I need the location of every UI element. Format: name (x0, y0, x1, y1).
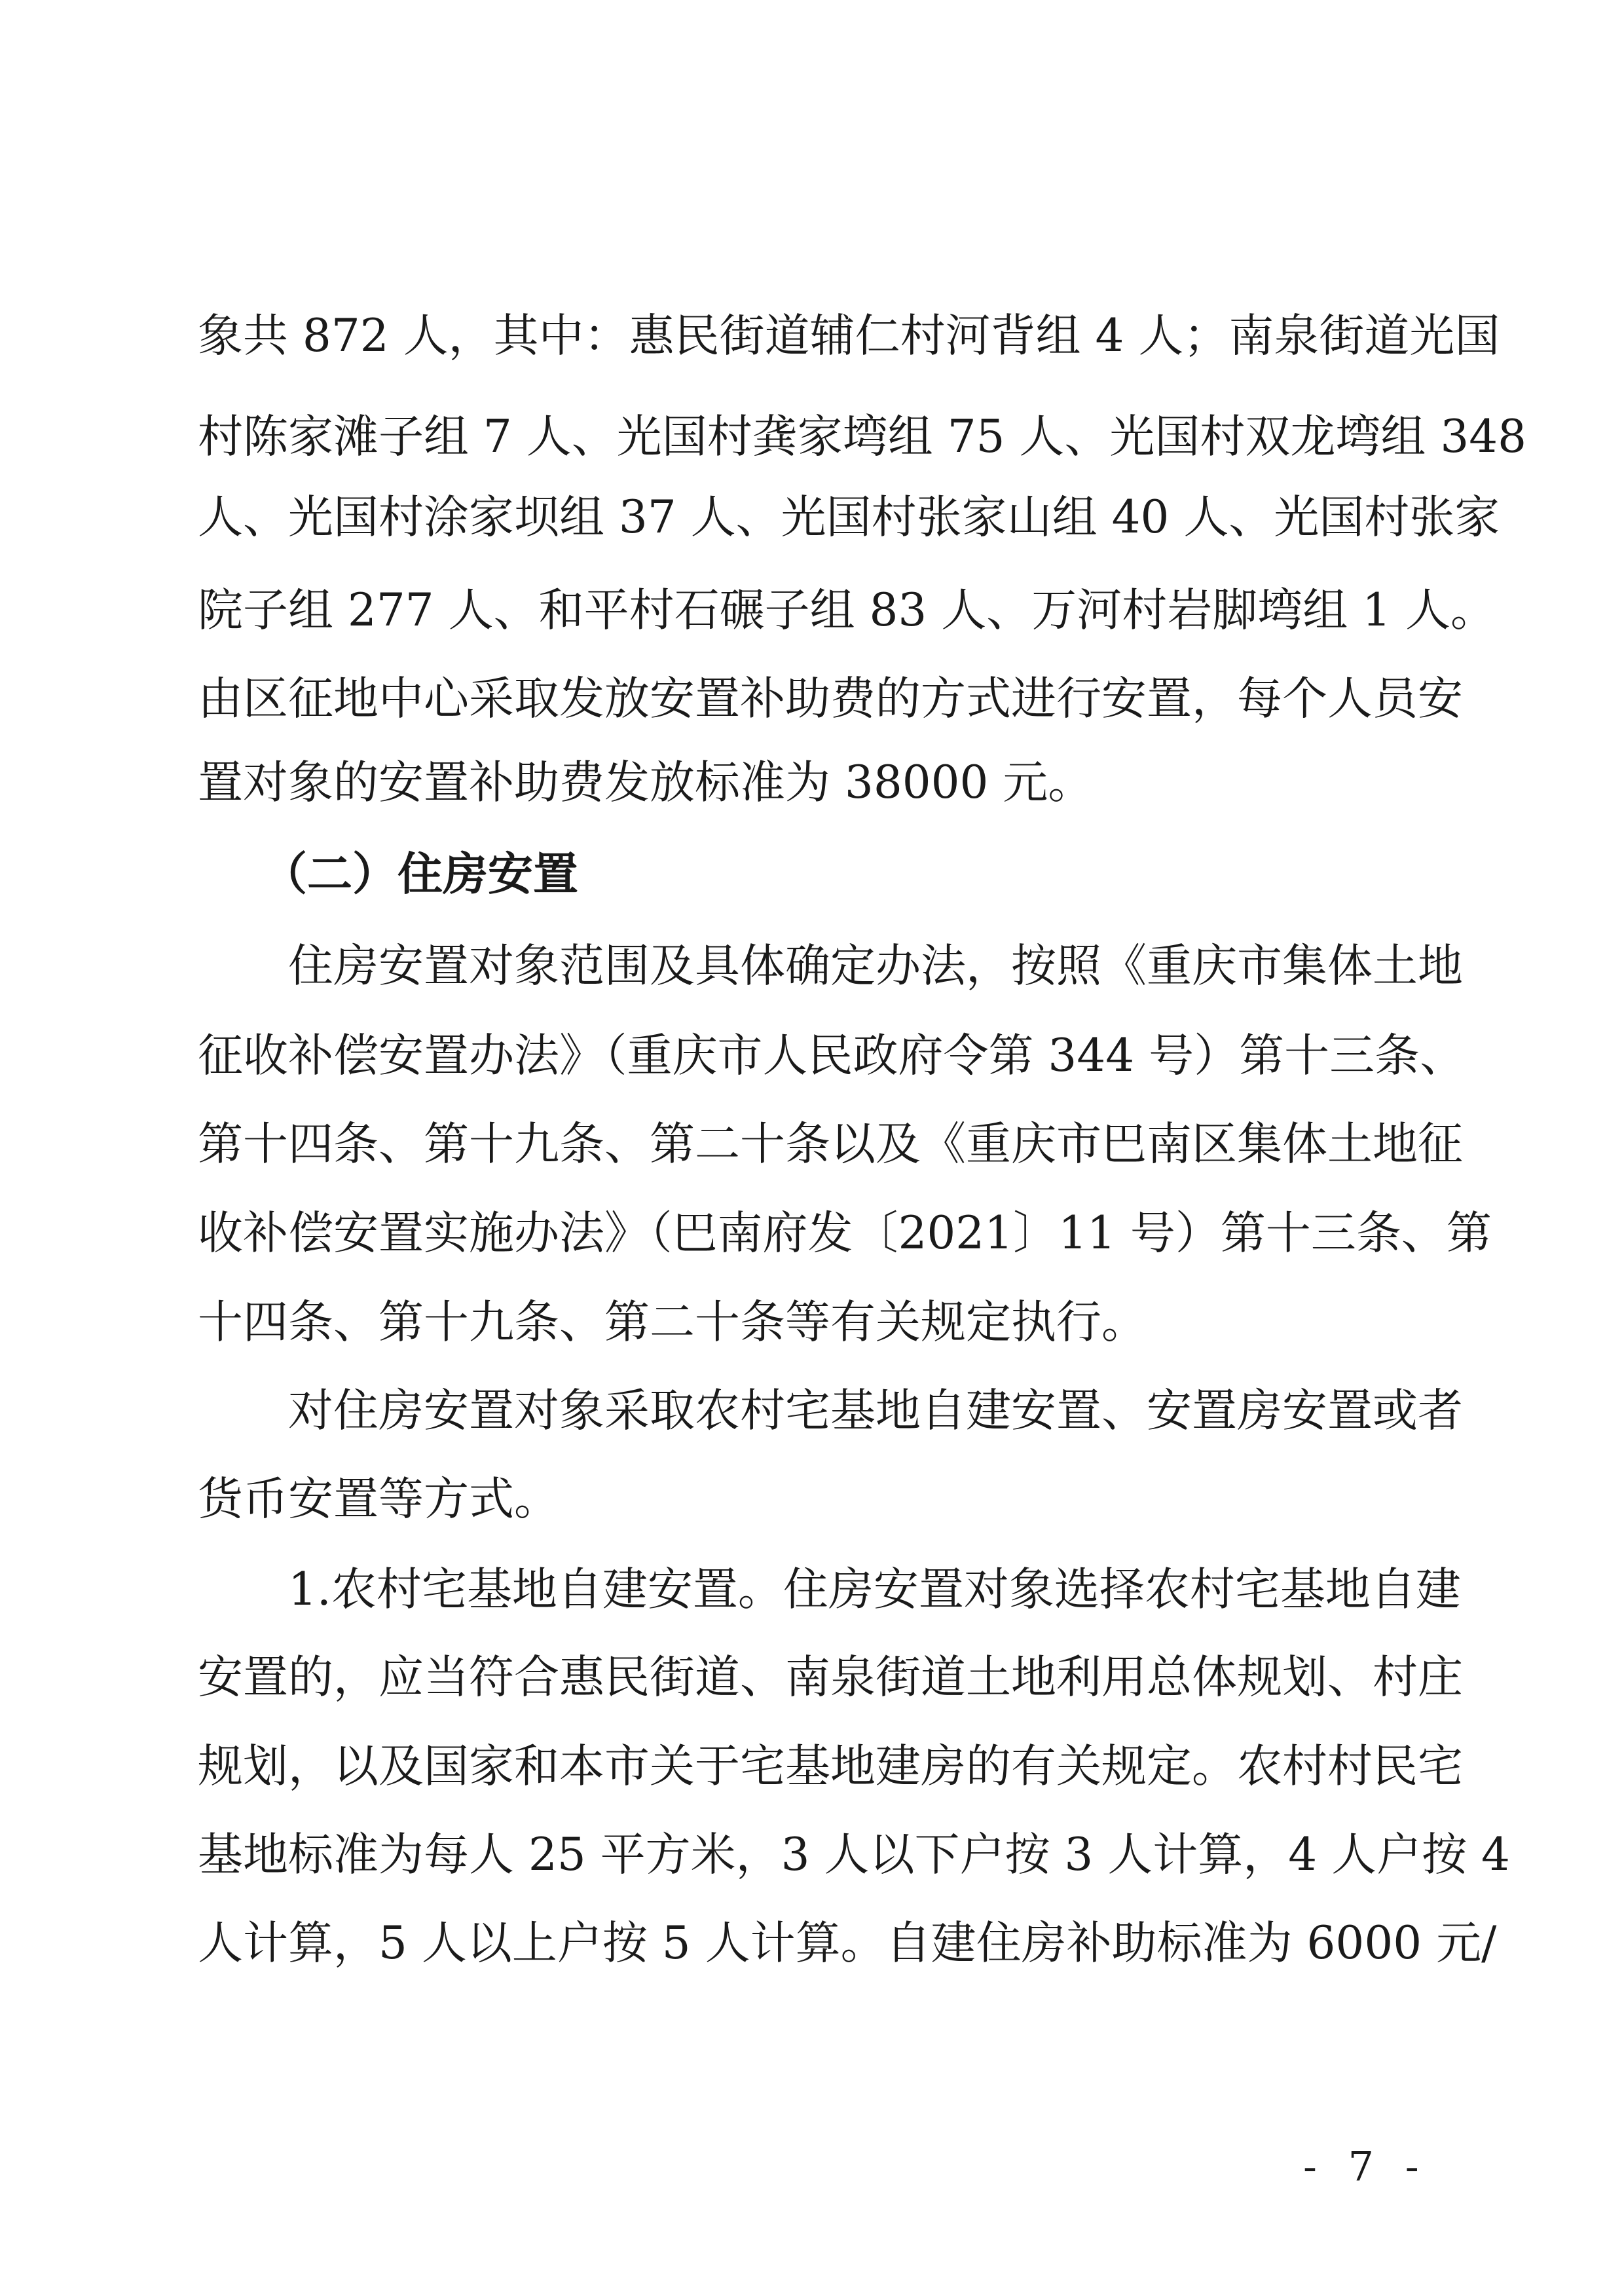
text-line: 十四条、第十九条、第二十条等有关规定执行。 (198, 1296, 1147, 1349)
text-line: 第十四条、第十九条、第二十条以及《重庆市巴南区集体土地征 (198, 1118, 1463, 1170)
text-line: 规划，以及国家和本市关于宅基地建房的有关规定。农村村民宅 (198, 1740, 1463, 1793)
text-line: 征收补偿安置办法》（重庆市人民政府令第 344 号）第十三条、 (198, 1030, 1466, 1082)
text-line: 院子组 277 人、和平村石碾子组 83 人、万河村岩脚塆组 1 人。 (198, 584, 1496, 637)
page-number: - 7 - (1303, 2142, 1428, 2190)
section-heading: （二）住房安置 (262, 848, 578, 901)
text-line: 象共 872 人，其中：惠民街道辅仁村河背组 4 人；南泉街道光国 (198, 310, 1500, 362)
text-line: 人、光国村涂家坝组 37 人、光国村张家山组 40 人、光国村张家 (198, 491, 1500, 544)
text-line: 置对象的安置补助费发放标准为 38000 元。 (198, 756, 1094, 809)
text-line: 基地标准为每人 25 平方米，3 人以下户按 3 人计算，4 人户按 4 (198, 1829, 1510, 1881)
text-line: 对住房安置对象采取农村宅基地自建安置、安置房安置或者 (288, 1385, 1463, 1437)
text-line: 由区征地中心采取发放安置补助费的方式进行安置，每个人员安 (198, 673, 1463, 725)
text-line: 住房安置对象范围及具体确定办法，按照《重庆市集体土地 (288, 940, 1463, 992)
text-line: 1.农村宅基地自建安置。住房安置对象选择农村宅基地自建 (288, 1563, 1461, 1616)
text-line: 村陈家滩子组 7 人、光国村龚家塆组 75 人、光国村双龙塆组 348 (198, 411, 1527, 463)
text-line: 人计算，5 人以上户按 5 人计算。自建住房补助标准为 6000 元/ (198, 1917, 1497, 1969)
text-line: 货币安置等方式。 (198, 1473, 559, 1525)
text-line: 安置的，应当符合惠民街道、南泉街道土地利用总体规划、村庄 (198, 1651, 1463, 1704)
text-line: 收补偿安置实施办法》（巴南府发〔2021〕11 号）第十三条、第 (198, 1207, 1492, 1259)
